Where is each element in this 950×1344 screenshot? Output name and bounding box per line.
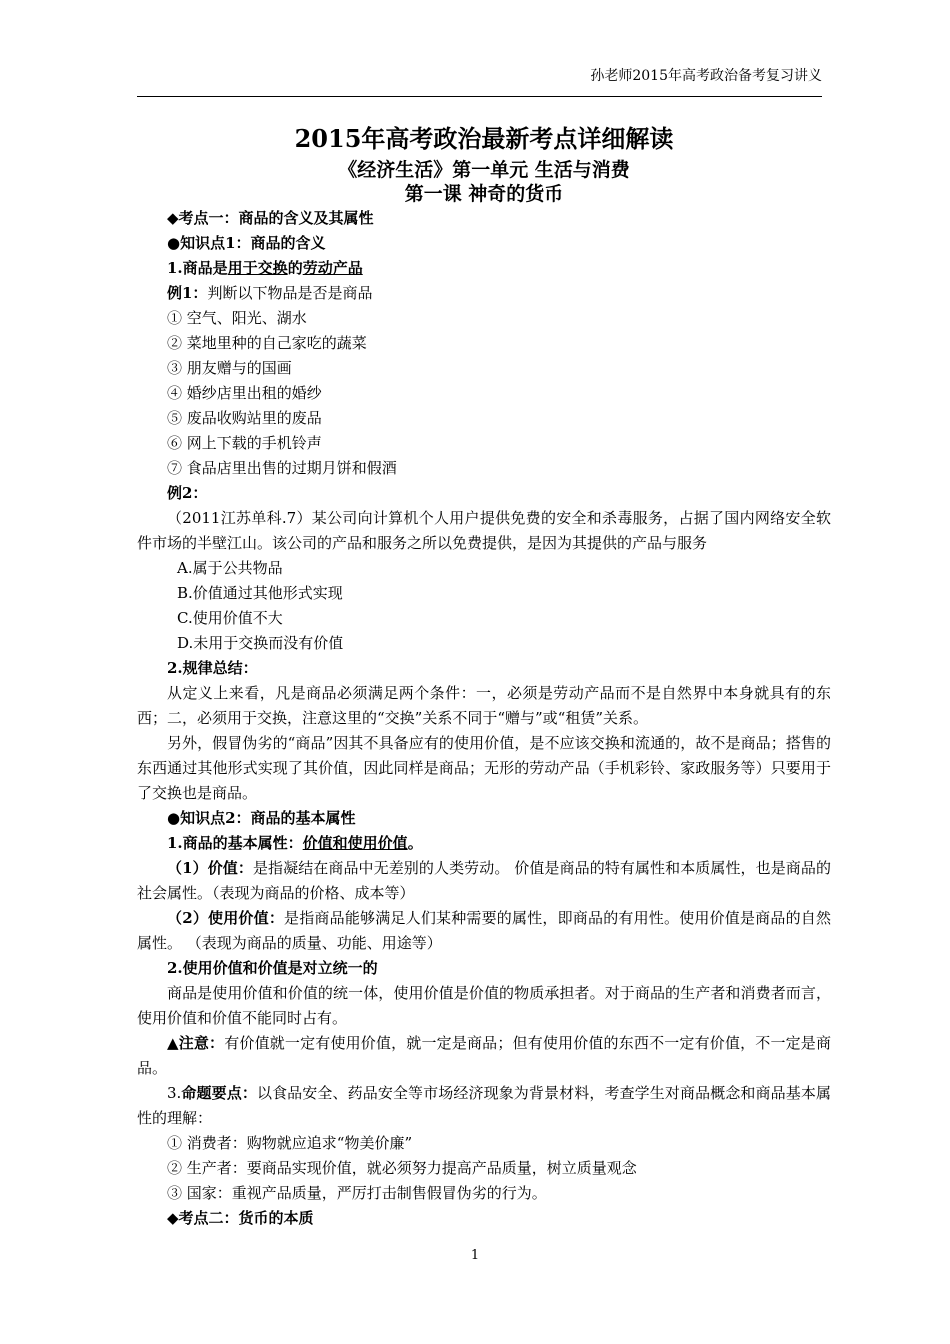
exam-point-text: 以食品安全、药品安全等市场经济现象为背景材料，考查学生对商品概念和商品基本属性的理解： — [137, 1084, 831, 1127]
exam-point-paragraph — [137, 1081, 831, 1131]
example-2-option: A.属于公共物品 — [177, 559, 283, 577]
attributes-title-prefix: 1.商品的基本属性： — [167, 834, 303, 852]
example-1-text: 判断以下物品是否是商品 — [207, 284, 373, 302]
unity-paragraph: 商品是使用价值和价值的统一体，使用价值是价值的物质承担者。对于商品的生产者和消费者而言，使用价值和价值不能同时占有。 — [137, 984, 831, 1027]
commodity-definition — [137, 256, 831, 281]
value-definition — [137, 856, 831, 906]
value-text: 是指凝结在商品中无差别的人类劳动。 价值是商品的特有属性和本质属性，也是商品的社会属性。（表现为商品的价格、成本等） — [137, 859, 831, 902]
value-label: （1）价值： — [167, 859, 253, 877]
document-title: 2015年高考政治最新考点详细解读 — [294, 124, 674, 153]
example-1-item: ③ 朋友赠与的国画 — [167, 359, 292, 377]
rule-summary-para-2: 另外，假冒伪劣的“商品”因其不具备应有的使用价值，是不应该交换和流通的，故不是商品；搭售的东西通过其他形式实现了其价值，因此同样是商品；无形的劳动产品（手机彩铃、家政服务等）只要用于了交换也是商品。 — [137, 734, 831, 802]
exam-point-label: 命题要点： — [181, 1084, 257, 1102]
definition-mid: 的 — [287, 259, 303, 277]
example-1-item: ⑦ 食品店里出售的过期月饼和假酒 — [167, 459, 397, 477]
example-1-item: ② 菜地里种的自己家吃的蔬菜 — [167, 334, 367, 352]
example-1-label: 例1： — [167, 284, 208, 302]
attributes-title-suffix: 。 — [407, 834, 423, 852]
zhishi-1-heading: ●知识点1：商品的含义 — [167, 234, 326, 252]
page-header: 孙老师2015年高考政治备考复习讲义 — [137, 66, 822, 97]
attributes-title-underline: 价值和使用价值 — [302, 834, 408, 852]
use-value-label: （2）使用价值： — [167, 909, 285, 927]
example-1-item: ⑤ 废品收购站里的废品 — [167, 409, 322, 427]
definition-prefix: 1.商品是 — [167, 259, 228, 277]
basic-attributes-title — [137, 831, 831, 856]
document-body — [137, 124, 831, 1231]
example-2-option: D.未用于交换而没有价值 — [177, 634, 344, 652]
definition-underline-1: 用于交换 — [227, 259, 288, 277]
unit-subtitle: 《经济生活》第一单元 生活与消费 — [338, 159, 630, 181]
note-paragraph — [137, 1031, 831, 1081]
page-number: 1 — [470, 1248, 480, 1263]
example-1 — [137, 281, 831, 306]
lesson-subtitle: 第一课 神奇的货币 — [404, 183, 564, 205]
example-1-item: ⑥ 网上下载的手机铃声 — [167, 434, 322, 452]
example-2-option: C.使用价值不大 — [177, 609, 283, 627]
kaodian-2-heading: ◆考点二：货币的本质 — [167, 1209, 314, 1227]
note-text: 有价值就一定有使用价值，就一定是商品；但有使用价值的东西不一定有价值，不一定是商品。 — [137, 1034, 831, 1077]
exam-point-item: ② 生产者：要商品实现价值，就必须努力提高产品质量，树立质量观念 — [167, 1159, 637, 1177]
example-1-item: ④ 婚纱店里出租的婚纱 — [167, 384, 322, 402]
note-label: ▲注意： — [167, 1034, 225, 1052]
example-2-question: （2011江苏单科.7）某公司向计算机个人用户提供免费的安全和杀毒服务，占据了国内网络安全软件市场的半壁江山。该公司的产品和服务之所以免费提供，是因为其提供的产品与服务 — [137, 509, 831, 552]
exam-point-item: ③ 国家：重视产品质量，严厉打击制售假冒伪劣的行为。 — [167, 1184, 547, 1202]
use-value-definition — [137, 906, 831, 956]
zhishi-2-heading: ●知识点2：商品的基本属性 — [167, 809, 356, 827]
rule-summary-para-1: 从定义上来看，凡是商品必须满足两个条件：一，必须是劳动产品而不是自然界中本身就具有的东西；二，必须用于交换，注意这里的“交换”关系不同于“赠与”或“租赁”关系。 — [137, 684, 831, 727]
example-2-option: B.价值通过其他形式实现 — [177, 584, 343, 602]
example-1-item: ① 空气、阳光、湖水 — [167, 309, 307, 327]
kaodian-1-heading: ◆考点一：商品的含义及其属性 — [167, 209, 374, 227]
definition-underline-2: 劳动产品 — [302, 259, 363, 277]
use-value-text: 是指商品能够满足人们某种需要的属性，即商品的有用性。使用价值是商品的自然属性。 （表现为商品的质量、功能、用途等） — [137, 909, 831, 952]
exam-point-number: 3. — [167, 1084, 182, 1102]
exam-point-item: ① 消费者：购物就应追求“物美价廉” — [167, 1134, 413, 1152]
example-2-label: 例2： — [167, 484, 208, 502]
rule-summary-title: 2.规律总结： — [167, 659, 258, 677]
unity-title: 2.使用价值和价值是对立统一的 — [167, 959, 378, 977]
